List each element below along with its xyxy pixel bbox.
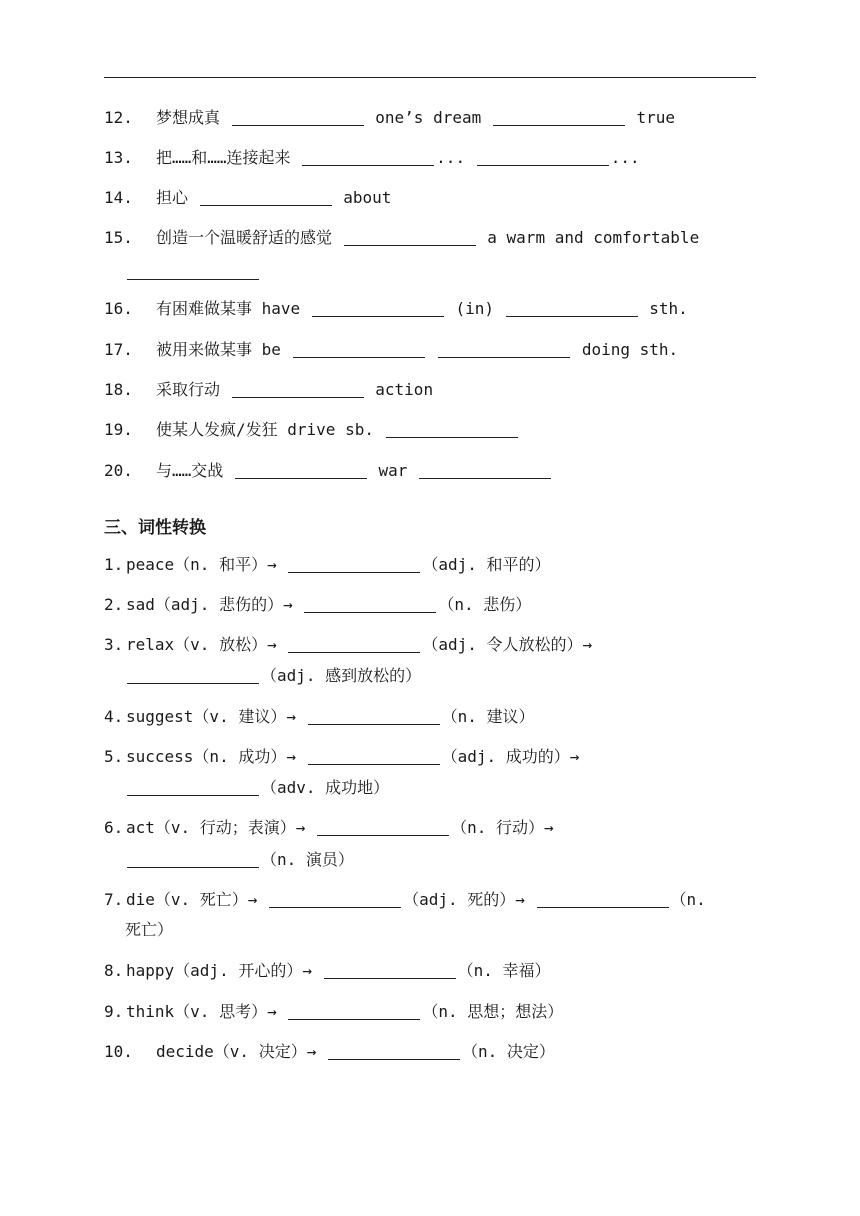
exercise-item — [104, 747, 579, 767]
answer-blank — [477, 164, 609, 166]
item-text: （adj. 成功的）→ — [441, 747, 580, 766]
answer-blank — [302, 164, 434, 166]
exercise-item — [104, 340, 678, 360]
item-number: 8. — [104, 961, 124, 980]
answer-blank — [308, 763, 440, 765]
item-text: （n. 建议） — [441, 707, 535, 726]
item-text: （n. 悲伤） — [438, 595, 532, 614]
item-text: sad（adj. 悲伤的）→ — [126, 595, 303, 614]
exercise-item-continued — [125, 666, 421, 686]
exercise-item — [104, 148, 640, 168]
item-text: act（v. 行动；表演）→ — [126, 818, 316, 837]
exercise-item-continued — [125, 920, 173, 940]
item-text: true — [626, 108, 676, 127]
item-text: （adj. 令人放松的）→ — [422, 635, 593, 654]
answer-blank — [304, 611, 436, 613]
item-text: ... — [436, 148, 475, 167]
answer-blank — [344, 244, 476, 246]
item-text: 使某人发疯/发狂 drive sb. — [156, 420, 384, 439]
exercise-item-continued — [125, 850, 354, 870]
item-number: 6. — [104, 818, 124, 837]
answer-blank — [232, 124, 364, 126]
item-text: doing sth. — [572, 340, 679, 359]
answer-blank — [386, 436, 518, 438]
item-text: （n. 行动）→ — [451, 818, 554, 837]
answer-blank — [127, 866, 259, 868]
item-text: (in) — [445, 299, 504, 318]
item-text: 采取行动 — [156, 380, 230, 399]
item-text: decide（v. 决定）→ — [156, 1042, 326, 1061]
item-number: 15. — [104, 228, 133, 247]
exercise-item-continued — [125, 778, 389, 798]
exercise-item — [104, 108, 675, 128]
exercise-item — [104, 961, 551, 981]
item-text — [427, 340, 437, 359]
answer-blank — [308, 723, 440, 725]
answer-blank — [288, 651, 420, 653]
item-number: 7. — [104, 890, 124, 909]
item-text: （adj. 和平的） — [422, 555, 551, 574]
exercise-item — [104, 555, 551, 575]
exercise-item — [104, 595, 531, 615]
item-text: suggest（v. 建议）→ — [126, 707, 306, 726]
answer-blank — [506, 315, 638, 317]
item-text: a warm and comfortable — [477, 228, 700, 247]
item-text: （n. 决定） — [461, 1042, 555, 1061]
item-text: 梦想成真 — [156, 108, 230, 127]
answer-blank — [288, 1018, 420, 1020]
section-title: 三、词性转换 — [104, 518, 206, 538]
item-number: 13. — [104, 148, 133, 167]
item-number: 10. — [104, 1042, 133, 1061]
item-text: ... — [610, 148, 640, 167]
answer-blank — [537, 906, 669, 908]
answer-blank — [293, 356, 425, 358]
answer-blank — [127, 682, 259, 684]
item-number: 5. — [104, 747, 124, 766]
answer-blank — [127, 794, 259, 796]
item-number: 2. — [104, 595, 124, 614]
exercise-item — [104, 380, 433, 400]
item-text: sth. — [639, 299, 688, 318]
item-text: 创造一个温暖舒适的感觉 — [156, 228, 342, 247]
item-text: 把……和……连接起来 — [156, 148, 301, 167]
item-text: think（v. 思考）→ — [126, 1002, 287, 1021]
item-text: 有困难做某事 have — [156, 299, 310, 318]
item-text: war — [368, 461, 418, 480]
item-text: 担心 — [156, 188, 198, 207]
exercise-item — [104, 1002, 563, 1022]
answer-blank — [127, 278, 259, 280]
answer-blank — [200, 204, 332, 206]
item-text: （adj. 死的）→ — [403, 890, 535, 909]
item-text: peace（n. 和平）→ — [126, 555, 287, 574]
item-number: 3. — [104, 635, 124, 654]
exercise-item — [104, 707, 535, 727]
item-text: 死亡） — [125, 920, 174, 939]
answer-blank — [235, 477, 367, 479]
item-number: 14. — [104, 188, 133, 207]
exercise-item — [104, 1042, 555, 1062]
answer-blank — [288, 571, 420, 573]
item-number: 20. — [104, 461, 133, 480]
item-text: one’s dream — [365, 108, 491, 127]
item-text: about — [333, 188, 392, 207]
exercise-item — [104, 461, 553, 481]
item-text: （n. 思想；想法） — [422, 1002, 564, 1021]
item-number: 17. — [104, 340, 133, 359]
exercise-item — [104, 890, 706, 910]
answer-blank — [312, 315, 444, 317]
item-number: 4. — [104, 707, 124, 726]
answer-blank — [317, 834, 449, 836]
item-number: 12. — [104, 108, 133, 127]
answer-blank — [438, 356, 570, 358]
exercise-item — [104, 228, 699, 248]
exercise-item — [104, 818, 554, 838]
item-number: 19. — [104, 420, 133, 439]
item-text: （adj. 感到放松的） — [261, 666, 422, 685]
item-text: success（n. 成功）→ — [126, 747, 306, 766]
item-text: 与……交战 — [156, 461, 233, 480]
item-text: （n. 演员） — [261, 850, 354, 869]
answer-blank — [328, 1058, 460, 1060]
item-number: 18. — [104, 380, 133, 399]
item-text: die（v. 死亡）→ — [126, 890, 268, 909]
exercise-item — [104, 635, 592, 655]
answer-blank — [232, 396, 364, 398]
item-number: 1. — [104, 555, 124, 574]
header-rule — [104, 77, 756, 78]
answer-blank — [493, 124, 625, 126]
item-text: relax（v. 放松）→ — [126, 635, 287, 654]
item-text: happy（adj. 开心的）→ — [126, 961, 322, 980]
exercise-item — [104, 420, 520, 440]
item-text: （adv. 成功地） — [261, 778, 390, 797]
item-text: （n. 幸福） — [457, 961, 551, 980]
item-number: 9. — [104, 1002, 124, 1021]
item-text: action — [365, 380, 434, 399]
answer-blank — [269, 906, 401, 908]
answer-blank — [419, 477, 551, 479]
exercise-item — [104, 188, 391, 208]
item-number: 16. — [104, 299, 133, 318]
exercise-item — [104, 299, 688, 319]
answer-blank — [324, 977, 456, 979]
item-text: 被用来做某事 be — [156, 340, 291, 359]
exercise-item-continued — [125, 262, 261, 282]
item-text: （n. — [670, 890, 706, 909]
